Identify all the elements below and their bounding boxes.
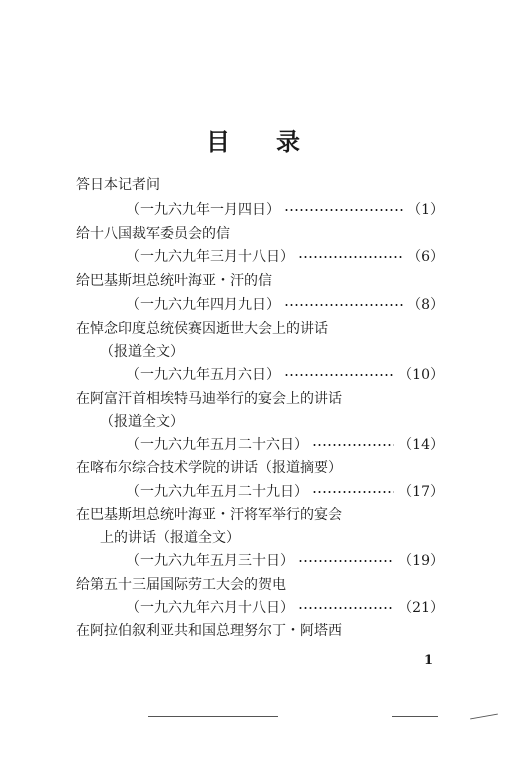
toc-entry-date: （一九六九年三月十八日） (126, 249, 294, 265)
scan-artifact-line (470, 714, 498, 720)
toc-entry-date-row (126, 366, 444, 384)
toc-entry-page[interactable]: （10） (398, 367, 444, 383)
toc-entry-page[interactable]: （17） (398, 484, 444, 500)
toc-entry-page[interactable]: （19） (398, 553, 444, 569)
leader-dots (312, 491, 394, 493)
toc-entry-date-row (126, 599, 444, 617)
leader-dots (298, 256, 403, 258)
page-title (0, 122, 506, 157)
toc-entry-date-row (126, 248, 444, 266)
toc-entry-page[interactable]: （8） (407, 297, 444, 313)
toc-entry-page[interactable]: （21） (398, 600, 444, 616)
toc-entry-subtitle: 上的讲话（报道全文） (100, 530, 240, 546)
toc-entry-date: （一九六九年五月三十日） (126, 553, 294, 569)
toc-entry-title[interactable]: 在巴基斯坦总统叶海亚・汗将军举行的宴会 (76, 507, 342, 523)
toc-entry-date-row (126, 436, 444, 454)
leader-dots (284, 304, 403, 306)
page-number: 1 (424, 653, 434, 668)
toc-entry-subtitle: （报道全文） (100, 344, 184, 360)
title-char-1: 目 (206, 127, 230, 156)
scan-artifact-line (392, 716, 438, 717)
toc-entry-date: （一九六九年五月二十六日） (126, 437, 308, 453)
toc-entry-date: （一九六九年五月六日） (126, 367, 280, 383)
toc-entry-title[interactable]: 答日本记者问 (76, 177, 160, 193)
toc-entry-date: （一九六九年五月二十九日） (126, 484, 308, 500)
scan-artifact-line (148, 716, 278, 717)
toc-entry-title[interactable]: 在喀布尔综合技术学院的讲话（报道摘要） (76, 460, 342, 476)
toc-entry-subtitle: （报道全文） (100, 414, 184, 430)
toc-entry-title[interactable]: 给巴基斯坦总统叶海亚・汗的信 (76, 273, 272, 289)
leader-dots (298, 607, 394, 609)
toc-entry-page[interactable]: （14） (398, 437, 444, 453)
toc-entry-title[interactable]: 在阿拉伯叙利亚共和国总理努尔丁・阿塔西 (76, 623, 342, 639)
toc-entry-title[interactable]: 在阿富汗首相埃特马迪举行的宴会上的讲话 (76, 391, 342, 407)
toc-entry-page[interactable]: （6） (407, 249, 444, 265)
leader-dots (312, 444, 394, 446)
leader-dots (284, 209, 403, 211)
leader-dots (298, 560, 394, 562)
toc-entry-date-row (126, 552, 444, 570)
toc-entry-date-row (126, 201, 444, 219)
toc-entry-date: （一九六九年一月四日） (126, 202, 280, 218)
toc-entry-title[interactable]: 给第五十三届国际劳工大会的贺电 (76, 577, 286, 593)
title-char-2: 录 (276, 127, 300, 156)
toc-entry-date: （一九六九年六月十八日） (126, 600, 294, 616)
leader-dots (284, 374, 394, 376)
toc-entry-title[interactable]: 在悼念印度总统侯赛因逝世大会上的讲话 (76, 321, 328, 337)
toc-entry-date: （一九六九年四月九日） (126, 297, 280, 313)
toc-entry-date-row (126, 296, 444, 314)
toc-entry-date-row (126, 483, 444, 501)
toc-entry-page[interactable]: （1） (407, 202, 444, 218)
toc-entry-title[interactable]: 给十八国裁军委员会的信 (76, 226, 230, 242)
